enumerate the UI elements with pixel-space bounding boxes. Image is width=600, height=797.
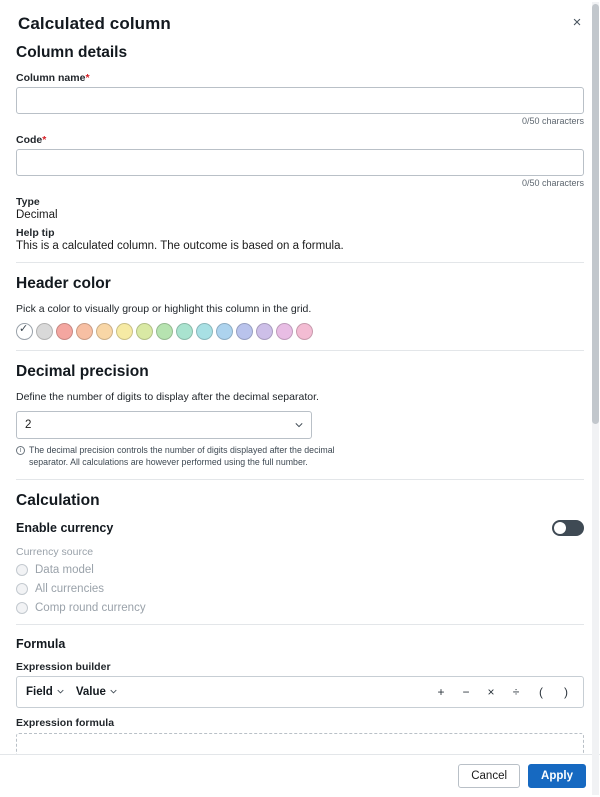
decimal-precision-note xyxy=(16,445,346,469)
column-name-required: * xyxy=(85,72,90,84)
color-swatch-sky[interactable] xyxy=(216,323,233,340)
color-swatch-periwinkle[interactable] xyxy=(236,323,253,340)
currency-source-option-0[interactable] xyxy=(16,564,584,576)
enable-currency-label: Enable currency xyxy=(16,520,114,535)
operator-buttons xyxy=(435,685,576,699)
currency-source-option-2[interactable] xyxy=(16,602,584,614)
header-color-heading: Header color xyxy=(16,275,111,292)
color-swatch-peach[interactable] xyxy=(76,323,93,340)
minus-operator[interactable]: − xyxy=(462,684,470,699)
chevron-down-icon xyxy=(57,688,64,695)
divide-operator[interactable]: ÷ xyxy=(512,684,520,699)
decimal-precision-select[interactable] xyxy=(16,411,312,439)
value-dropdown-label: Value xyxy=(75,685,106,698)
close-icon[interactable]: × xyxy=(568,14,586,32)
dialog-footer xyxy=(0,754,600,797)
expression-builder xyxy=(16,676,584,708)
column-name-counter: 0/50 characters xyxy=(521,116,584,126)
color-swatch-apricot[interactable] xyxy=(96,323,113,340)
enable-currency-toggle[interactable] xyxy=(552,520,584,536)
field-dropdown-label: Field xyxy=(26,685,53,698)
column-name-label-text: Column name xyxy=(16,72,86,84)
decimal-precision-description: Define the number of digits to display after the decimal separator. xyxy=(16,391,319,403)
currency-source-option-label: Comp round currency xyxy=(35,601,146,614)
header-color-swatches xyxy=(16,323,584,340)
code-label-text: Code xyxy=(16,134,43,146)
radio-icon[interactable] xyxy=(16,602,28,614)
color-swatch-grey[interactable] xyxy=(36,323,53,340)
color-swatch-lime[interactable] xyxy=(136,323,153,340)
help-tip-label: Help tip xyxy=(16,227,55,239)
code-required: * xyxy=(42,134,47,146)
code-counter: 0/50 characters xyxy=(521,178,584,188)
enable-currency-row xyxy=(16,520,584,536)
column-name-input[interactable] xyxy=(16,87,584,114)
column-name-label xyxy=(16,72,584,84)
cancel-button[interactable]: Cancel xyxy=(458,764,520,788)
color-swatch-lemon[interactable] xyxy=(116,323,133,340)
color-swatch-mint[interactable] xyxy=(176,323,193,340)
divider-decimal-precision xyxy=(16,350,584,351)
color-swatch-pink[interactable] xyxy=(296,323,313,340)
type-label: Type xyxy=(16,196,40,208)
dialog-body xyxy=(0,44,600,754)
value-dropdown[interactable] xyxy=(74,684,119,700)
color-swatch-salmon[interactable] xyxy=(56,323,73,340)
color-swatch-lavender[interactable] xyxy=(256,323,273,340)
formula-heading: Formula xyxy=(16,636,66,651)
decimal-precision-heading: Decimal precision xyxy=(16,363,149,380)
field-dropdown[interactable] xyxy=(24,684,66,700)
radio-icon[interactable] xyxy=(16,583,28,595)
expression-builder-dropdowns xyxy=(24,684,119,700)
color-swatch-no-color[interactable] xyxy=(16,323,33,340)
chevron-down-icon xyxy=(110,688,117,695)
expression-formula-label: Expression formula xyxy=(16,716,115,729)
currency-source-option-1[interactable] xyxy=(16,583,584,595)
radio-icon[interactable] xyxy=(16,564,28,576)
divider-formula xyxy=(16,624,584,625)
apply-button[interactable]: Apply xyxy=(528,764,586,788)
decimal-precision-note-text: The decimal precision controls the number of digits displayed after the decimal separator. All calculations are however performed using the full number. xyxy=(29,445,335,467)
multiply-operator[interactable]: × xyxy=(487,684,495,699)
decimal-precision-select-wrap xyxy=(16,411,312,439)
column-details-heading: Column details xyxy=(16,44,128,61)
divider-calculation xyxy=(16,479,584,480)
plus-operator[interactable]: + xyxy=(437,684,445,699)
page-title: Calculated column xyxy=(18,14,171,33)
vertical-scrollbar[interactable] xyxy=(592,2,599,795)
header-color-description: Pick a color to visually group or highlight this column in the grid. xyxy=(16,303,312,315)
currency-source-label: Currency source xyxy=(16,545,94,558)
type-value: Decimal xyxy=(16,209,58,221)
color-swatch-aqua[interactable] xyxy=(196,323,213,340)
help-tip-value: This is a calculated column. The outcome is based on a formula. xyxy=(16,240,344,252)
dialog-header xyxy=(0,0,600,44)
color-swatch-green[interactable] xyxy=(156,323,173,340)
currency-source-option-label: All currencies xyxy=(35,582,105,595)
calculation-heading: Calculation xyxy=(16,491,100,509)
expression-builder-label: Expression builder xyxy=(16,660,111,673)
open-paren-operator[interactable]: ( xyxy=(539,684,543,699)
currency-source-option-label: Data model xyxy=(35,563,94,576)
code-label xyxy=(16,134,584,146)
expression-formula-dropzone[interactable] xyxy=(16,733,584,754)
close-paren-operator[interactable]: ) xyxy=(564,684,568,699)
code-input[interactable] xyxy=(16,149,584,176)
info-icon: i xyxy=(16,446,25,455)
toggle-knob xyxy=(554,522,566,534)
scrollbar-thumb[interactable] xyxy=(592,4,599,424)
divider-header-color xyxy=(16,262,584,263)
currency-source-options xyxy=(16,564,584,614)
color-swatch-orchid[interactable] xyxy=(276,323,293,340)
